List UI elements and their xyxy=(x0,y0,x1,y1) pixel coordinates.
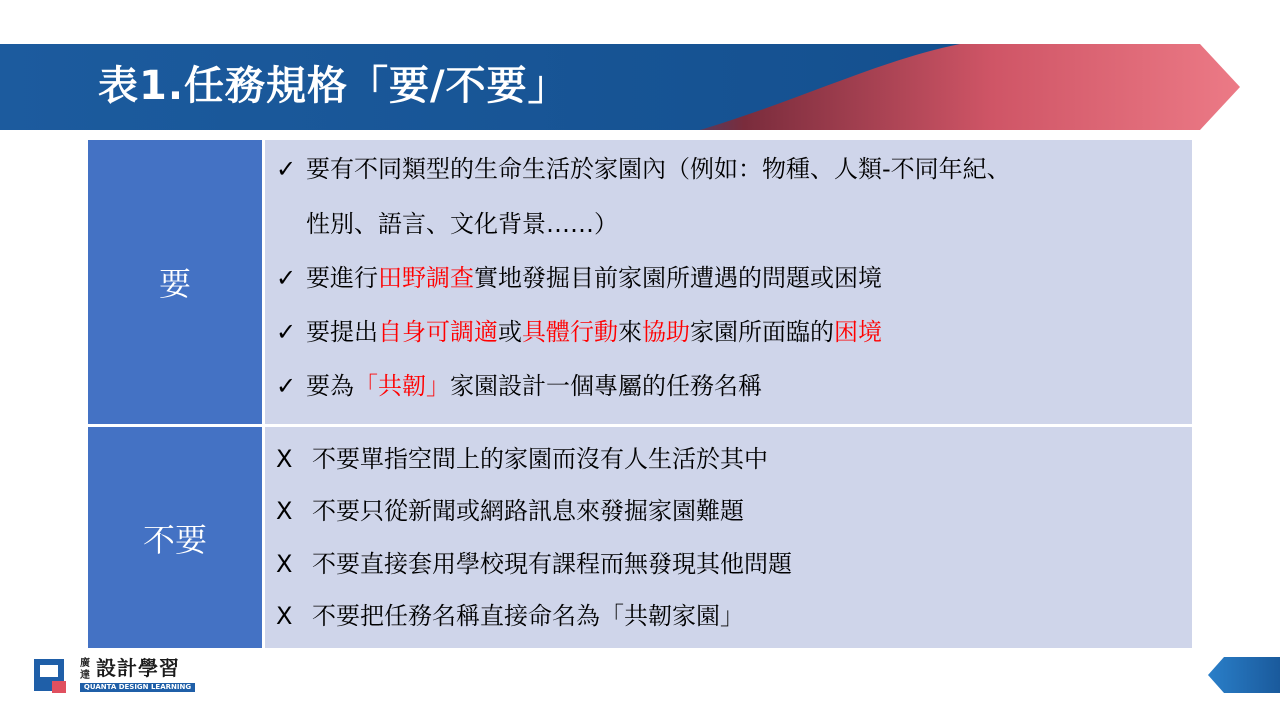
logo-sub-text: QUANTA DESIGN LEARNING xyxy=(80,683,195,692)
do-item xyxy=(276,370,1186,402)
dont-item-text: 不要單指空間上的家園而沒有人生活於其中 xyxy=(312,445,768,473)
do-item xyxy=(276,316,1186,348)
dont-item xyxy=(276,600,1186,632)
do-item-highlight: 田野調查 xyxy=(378,264,474,292)
logo-small-text: 廣達 xyxy=(80,658,90,681)
do-item-highlight: 具體行動 xyxy=(522,318,618,346)
dont-list xyxy=(265,427,1192,648)
quanta-logo-icon xyxy=(30,655,70,695)
do-label: 要 xyxy=(88,140,262,424)
do-item-text: 家園設計一個專屬的任務名稱 xyxy=(450,372,762,400)
do-item xyxy=(276,153,1186,185)
dont-item-text: 不要把任務名稱直接命名為「共韌家園」 xyxy=(312,602,744,630)
do-row xyxy=(88,140,1192,424)
do-item-text: 要進行 xyxy=(306,264,378,292)
check-icon: ✓ xyxy=(276,372,297,400)
x-mark-icon: X xyxy=(276,497,293,525)
do-item-text: 性別、語言、文化背景……） xyxy=(306,210,618,238)
page-title: 表1.任務規格「要/不要」 xyxy=(98,63,569,109)
dont-item xyxy=(276,443,1186,475)
x-mark-icon: X xyxy=(276,550,293,578)
dont-row xyxy=(88,427,1192,648)
check-icon: ✓ xyxy=(276,318,297,346)
logo-main-text: 設計學習 xyxy=(96,656,180,680)
do-item-text: 要有不同類型的生命生活於家園內（例如：物種、人類-不同年紀、 xyxy=(306,155,1011,183)
dont-item-text: 不要只從新聞或網路訊息來發掘家園難題 xyxy=(312,497,744,525)
do-item-text: 來 xyxy=(618,318,642,346)
do-item-text: 實地發掘目前家園所遭遇的問題或困境 xyxy=(474,264,882,292)
do-item xyxy=(276,262,1186,294)
x-mark-icon: X xyxy=(276,602,293,630)
corner-arrow-shape xyxy=(1208,657,1280,693)
do-item-text: 家園所面臨的 xyxy=(690,318,834,346)
do-item-highlight: 協助 xyxy=(642,318,690,346)
do-item-highlight: 自身可調適 xyxy=(378,318,498,346)
quanta-logo xyxy=(30,655,200,695)
do-item-text: 或 xyxy=(498,318,522,346)
do-list xyxy=(265,140,1192,424)
do-item-text: 要為 xyxy=(306,372,354,400)
dont-item xyxy=(276,548,1186,580)
do-item-text: 要提出 xyxy=(306,318,378,346)
x-mark-icon: X xyxy=(276,445,293,473)
dont-item xyxy=(276,495,1186,527)
do-item-highlight: 「共韌」 xyxy=(354,372,450,400)
dont-item-text: 不要直接套用學校現有課程而無發現其他問題 xyxy=(312,550,792,578)
spec-table xyxy=(88,140,1192,648)
check-icon: ✓ xyxy=(276,155,297,183)
dont-label: 不要 xyxy=(88,427,262,648)
do-item-highlight: 困境 xyxy=(834,318,882,346)
check-icon: ✓ xyxy=(276,264,297,292)
do-item-continuation xyxy=(276,208,1186,240)
